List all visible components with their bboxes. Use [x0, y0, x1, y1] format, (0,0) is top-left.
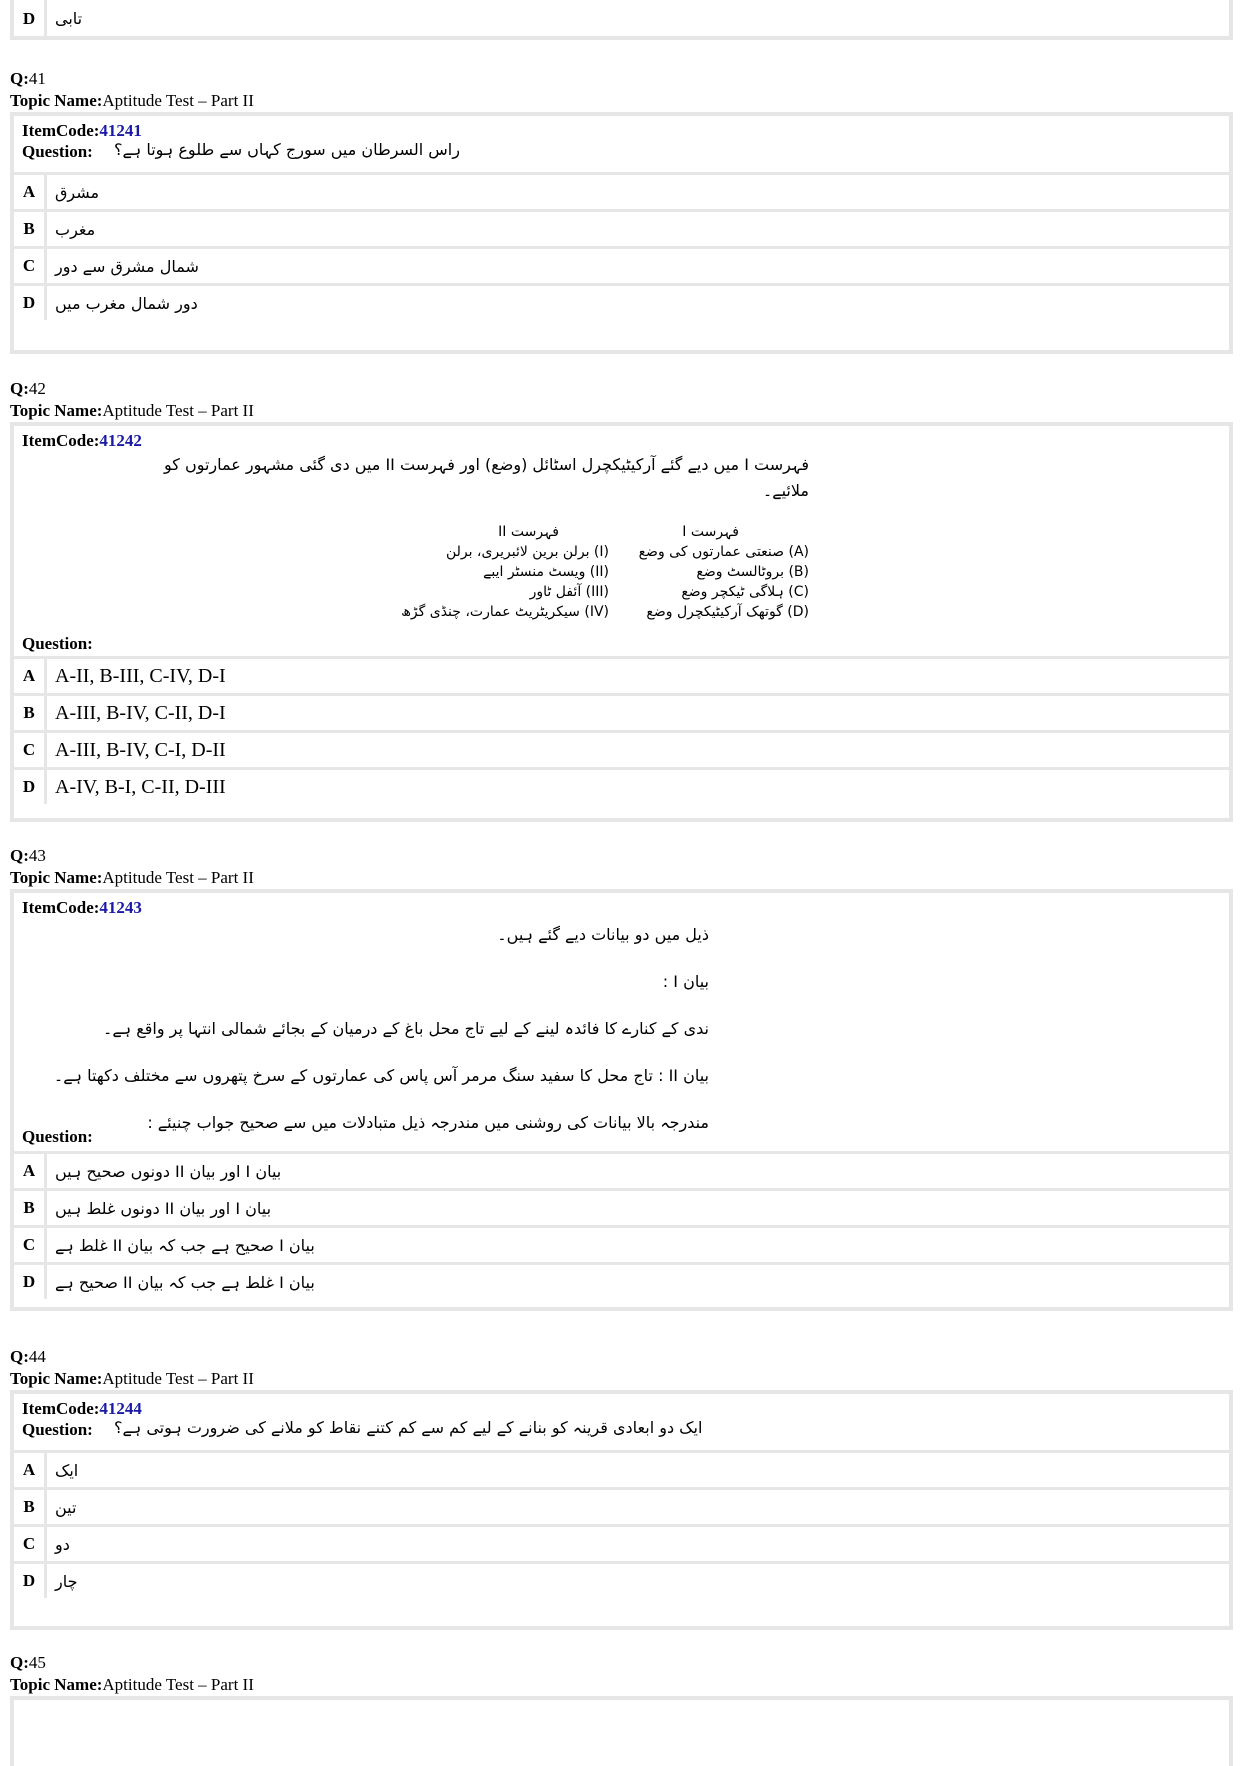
question-label: Question:: [22, 1420, 93, 1439]
option-row[interactable]: [14, 1225, 1229, 1262]
topic-name: Aptitude Test – Part II: [102, 1369, 254, 1388]
option-letter: D: [14, 286, 47, 320]
item-code-label: ItemCode:: [22, 431, 100, 450]
question-line: ملائیے۔: [762, 481, 809, 500]
item-code: 41241: [99, 121, 142, 140]
item-code: 41243: [99, 898, 142, 917]
option-row[interactable]: [14, 246, 1229, 283]
q-label: Q:: [10, 379, 29, 398]
statement-1: ندی کے کنارے کا فائدہ لینے کے لیے تاج محل باغ کے درمیان کے بجائے شمالی انتہا پر واقع ہے۔: [103, 1019, 709, 1038]
option-row[interactable]: [14, 1524, 1229, 1561]
option-text: دو: [55, 1534, 70, 1554]
option-text: شمال مشرق سے دور: [55, 256, 199, 276]
option-letter: C: [14, 733, 47, 767]
item-code-row: [14, 1394, 1229, 1420]
option-row[interactable]: [14, 1188, 1229, 1225]
question-label: Question:: [22, 634, 93, 653]
item-code-row: [14, 426, 1229, 452]
option-row[interactable]: [14, 209, 1229, 246]
option-text: بیان I غلط ہے جب کہ بیان II صحیح ہے: [55, 1272, 315, 1292]
topic-label: Topic Name:: [10, 1675, 103, 1694]
question-label: Question:: [22, 142, 93, 161]
option-row[interactable]: [14, 0, 1229, 37]
item-code-row: [14, 893, 1229, 919]
item-code-label: ItemCode:: [22, 121, 100, 140]
option-text: A-IV, B-I, C-II, D-III: [55, 775, 226, 798]
question-box: [10, 1696, 1233, 1766]
q-number: 41: [28, 69, 46, 88]
topic-name: Aptitude Test – Part II: [102, 868, 254, 887]
option-text: بیان I اور بیان II دونوں صحیح ہیں: [55, 1161, 282, 1181]
option-text: A-II, B-III, C-IV, D-I: [55, 664, 226, 687]
option-letter: A: [14, 1154, 47, 1188]
item-code-label: ItemCode:: [22, 898, 100, 917]
option-letter: B: [14, 212, 47, 246]
question-box: [10, 1390, 1233, 1630]
q-label: Q:: [10, 1653, 29, 1672]
list-1-item: (D) گوتھک آرکیٹیکچرل وضع: [646, 604, 809, 620]
question-row: [14, 142, 1229, 172]
question-label: Question:: [22, 1127, 93, 1146]
list-1: [639, 522, 809, 622]
statement-question: مندرجہ بالا بیانات کی روشنی میں مندرجہ ذیل متبادلات میں سے صحیح جواب چنیئے :: [147, 1113, 709, 1132]
option-letter: D: [14, 0, 47, 37]
topic-name: Aptitude Test – Part II: [102, 1675, 254, 1694]
option-letter: C: [14, 1228, 47, 1262]
option-row[interactable]: [14, 1561, 1229, 1598]
topic-label: Topic Name:: [10, 401, 103, 420]
q-number: 42: [28, 379, 46, 398]
option-letter: B: [14, 1490, 47, 1524]
option-text: تین: [55, 1497, 77, 1517]
question-row: [14, 919, 1229, 1151]
option-text: A-III, B-IV, C-II, D-I: [55, 701, 226, 724]
question-line: فہرست I میں دیے گئے آرکیٹیکچرل اسٹائل (وضع) اور فہرست II میں دی گئی مشہور عمارتوں کو: [163, 455, 809, 474]
list-2-item: (II) ویسٹ منسٹر ایبے: [483, 564, 609, 580]
option-text: چار: [55, 1571, 78, 1591]
option-row[interactable]: [14, 1151, 1229, 1188]
option-letter: A: [14, 1453, 47, 1487]
option-letter: A: [14, 175, 47, 209]
option-letter: B: [14, 1191, 47, 1225]
item-code-label: ItemCode:: [22, 1399, 100, 1418]
question-header: [10, 68, 254, 112]
list-1-item: (C) ہلاگی ٹیکچر وضع: [681, 584, 809, 600]
question-header: [10, 1346, 254, 1390]
topic-label: Topic Name:: [10, 868, 103, 887]
list-1-heading: فہرست I: [682, 524, 739, 540]
list-1-item: (B) بروٹالسٹ وضع: [696, 564, 809, 580]
question-text: راس السرطان میں سورج کہاں سے طلوع ہوتا ہے؟: [114, 140, 460, 159]
option-row[interactable]: [14, 283, 1229, 320]
option-letter: C: [14, 1527, 47, 1561]
option-row[interactable]: [14, 1487, 1229, 1524]
q-number: 43: [28, 846, 46, 865]
list-2-item: (III) آئفل ٹاور: [529, 584, 609, 600]
option-letter: D: [14, 770, 47, 804]
question-header: [10, 845, 254, 889]
list-2-item: (I) برلن برین لائبریری، برلن: [445, 544, 609, 560]
option-letter: D: [14, 1265, 47, 1299]
option-text: تابی: [55, 9, 83, 28]
option-text: مغرب: [55, 219, 96, 239]
option-text: مشرق: [55, 182, 100, 202]
q-number: 44: [28, 1347, 46, 1366]
question-header: [10, 378, 254, 422]
question-box: [10, 112, 1233, 354]
question-row: [14, 1420, 1229, 1450]
list-2-heading: فہرست II: [498, 524, 559, 540]
option-text: بیان I اور بیان II دونوں غلط ہیں: [55, 1198, 272, 1218]
option-row[interactable]: [14, 656, 1229, 693]
option-letter: B: [14, 696, 47, 730]
option-text: A-III, B-IV, C-I, D-II: [55, 738, 226, 761]
question-text: ایک دو ابعادی قرینہ کو بنانے کے لیے کم سے کم کتنے نقاط کو ملانے کی ضرورت ہوتی ہے؟: [114, 1418, 703, 1437]
option-text: بیان I صحیح ہے جب کہ بیان II غلط ہے: [55, 1235, 315, 1255]
option-text: دور شمال مغرب میں: [55, 293, 198, 313]
q-number: 45: [28, 1653, 46, 1672]
option-letter: A: [14, 659, 47, 693]
option-row[interactable]: [14, 1262, 1229, 1299]
option-row[interactable]: [14, 1450, 1229, 1487]
question-row: [14, 452, 1229, 656]
q-label: Q:: [10, 1347, 29, 1366]
topic-name: Aptitude Test – Part II: [102, 401, 254, 420]
option-row[interactable]: [14, 693, 1229, 730]
topic-label: Topic Name:: [10, 1369, 103, 1388]
option-row[interactable]: [14, 172, 1229, 209]
option-letter: C: [14, 249, 47, 283]
statement-2: بیان II : تاج محل کا سفید سنگ مرمر آس پاس کی عمارتوں کے سرخ پتھروں سے مختلف دکھتا ہے۔: [53, 1066, 709, 1085]
option-row[interactable]: [14, 767, 1229, 804]
q-label: Q:: [10, 69, 29, 88]
question-box: [10, 889, 1233, 1311]
statement-intro: ذیل میں دو بیانات دیے گئے ہیں۔: [497, 925, 709, 944]
list-2-item: (IV) سیکریٹریٹ عمارت، چنڈی گڑھ: [401, 604, 609, 620]
question-text: [109, 452, 809, 504]
list-1-item: (A) صنعتی عمارتوں کی وضع: [638, 544, 809, 560]
option-row[interactable]: [14, 730, 1229, 767]
item-code-row: [14, 116, 1229, 142]
topic-name: Aptitude Test – Part II: [102, 91, 254, 110]
item-code: 41242: [99, 431, 142, 450]
q-label: Q:: [10, 846, 29, 865]
list-2: [401, 522, 609, 622]
option-letter: D: [14, 1564, 47, 1598]
item-code: 41244: [99, 1399, 142, 1418]
option-text: ایک: [55, 1460, 79, 1480]
previous-question-box: [10, 0, 1233, 40]
statement-1-label: بیان I :: [662, 972, 709, 991]
topic-label: Topic Name:: [10, 91, 103, 110]
question-header: [10, 1652, 254, 1696]
question-box: [10, 422, 1233, 822]
